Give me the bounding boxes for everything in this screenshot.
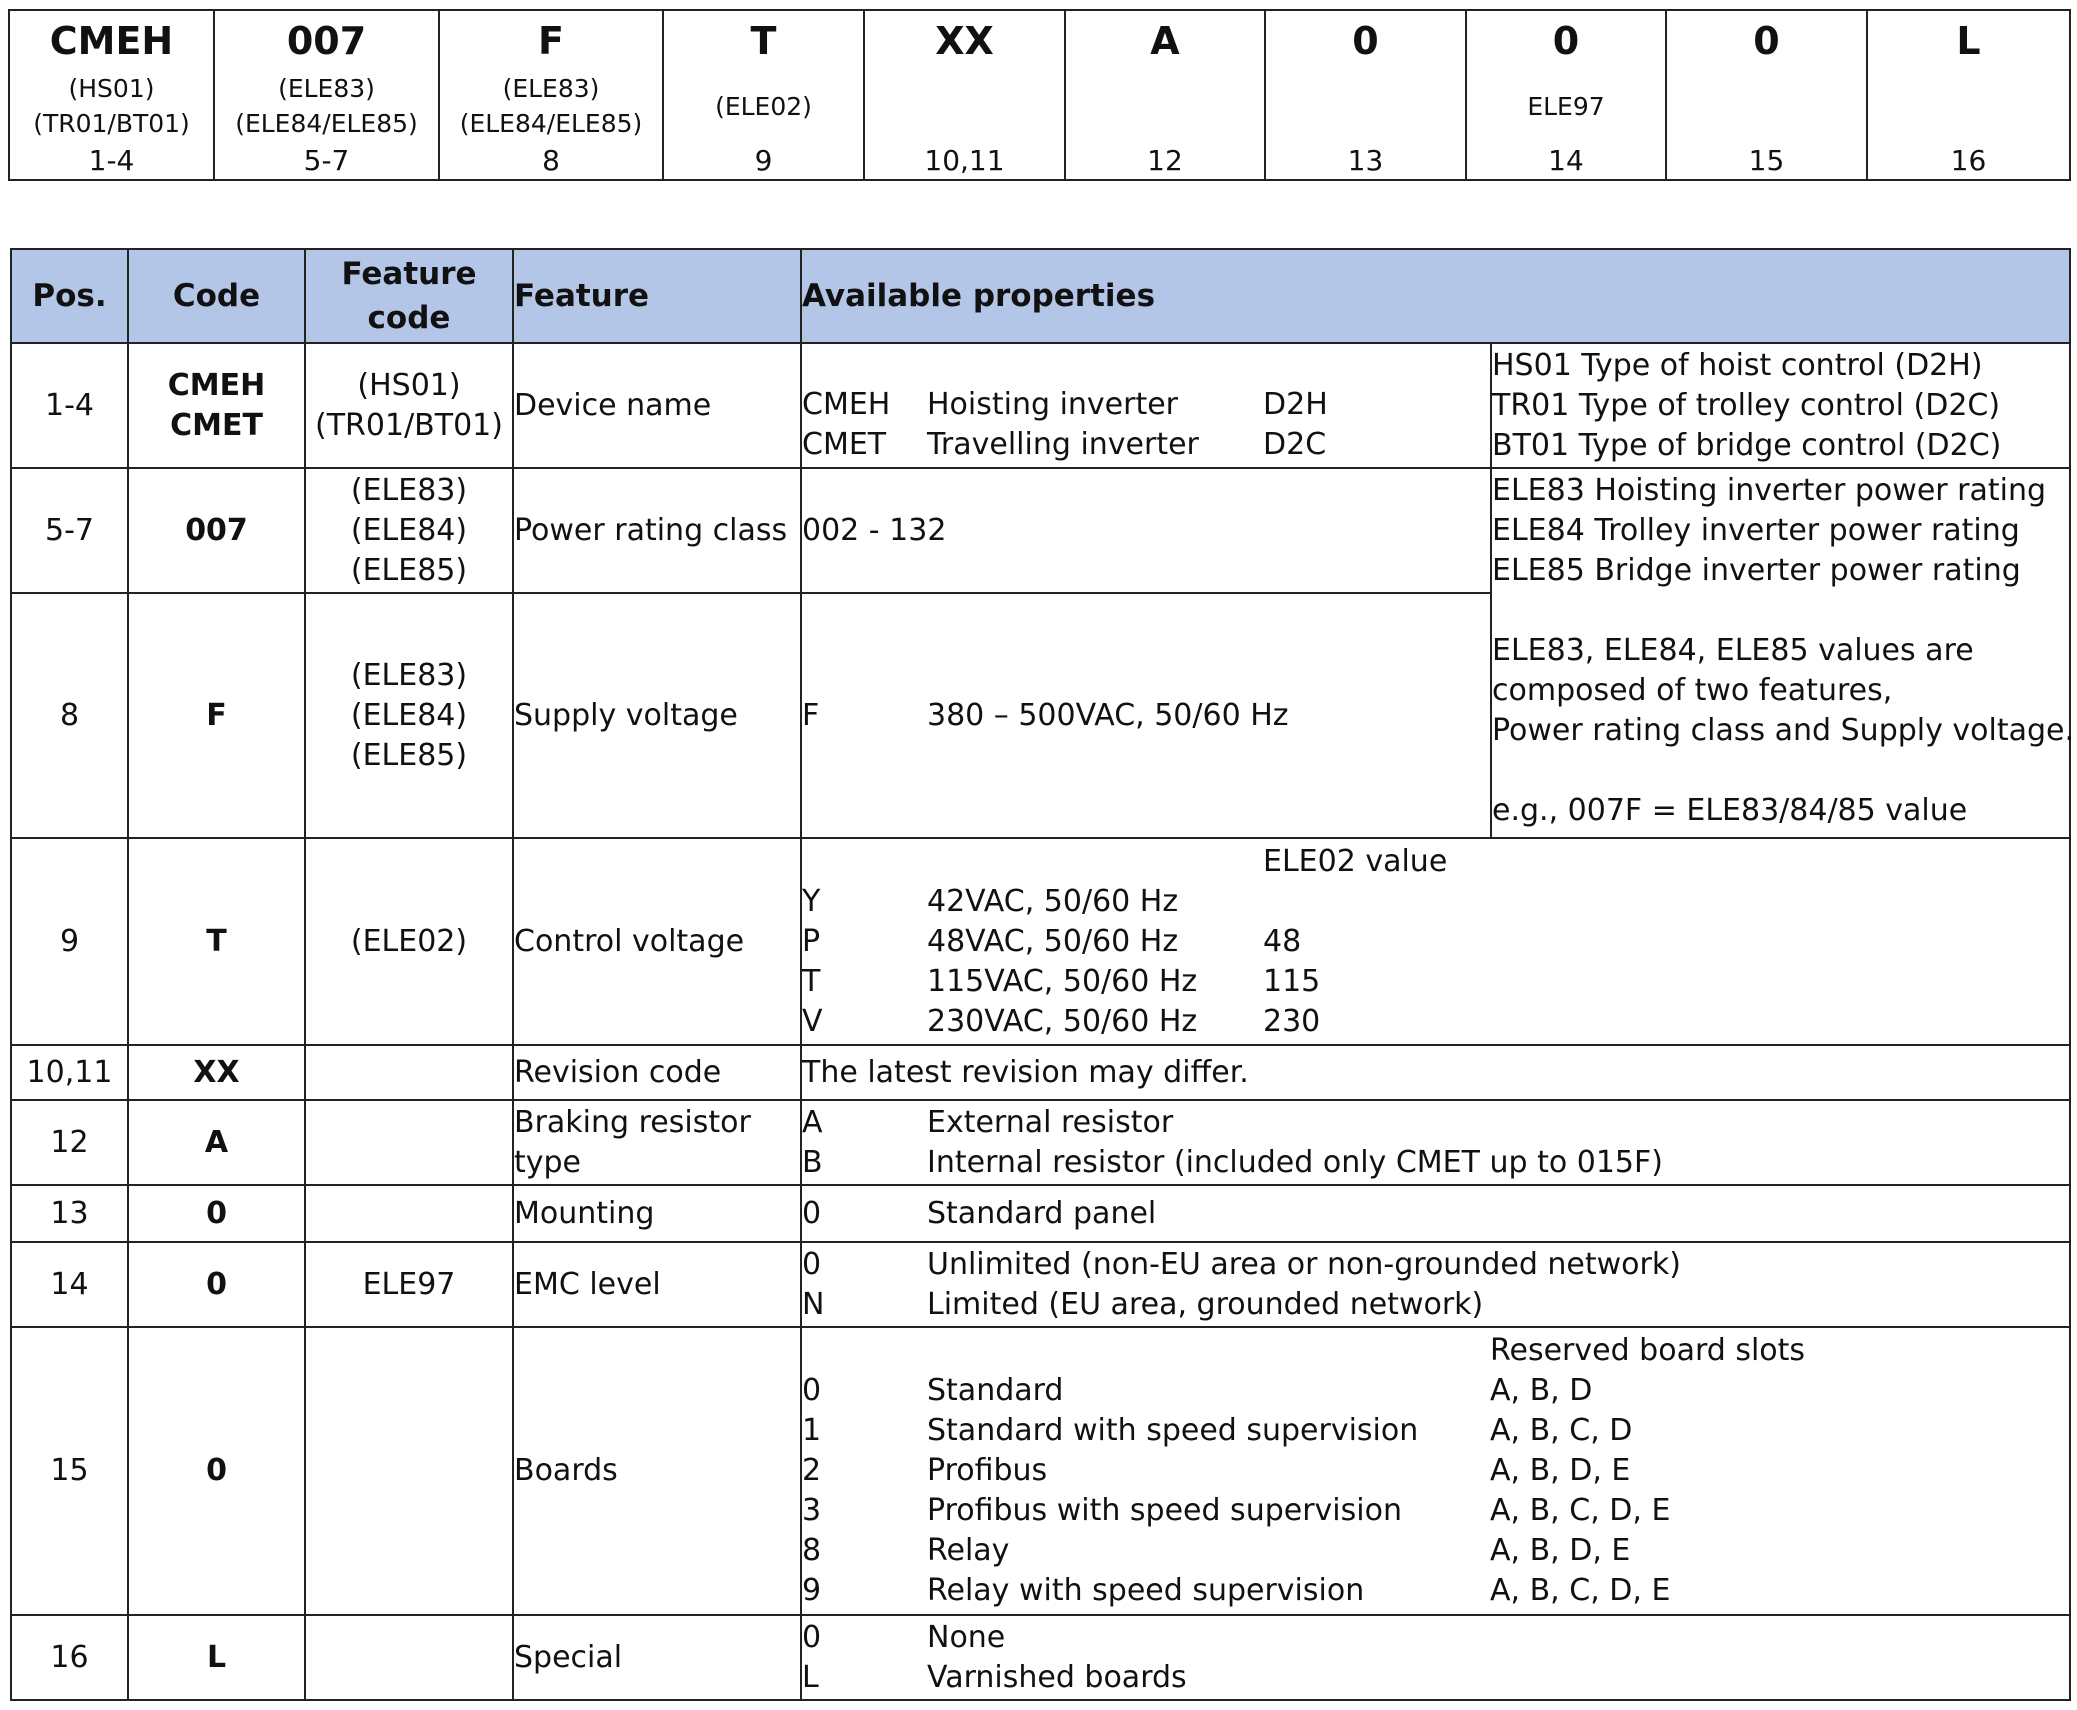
row-feature-code: (HS01) (TR01/BT01) <box>305 343 513 468</box>
strip-position: 16 <box>1950 144 1987 177</box>
property-line: 0 Unlimited (non-EU area or non-grounded network) <box>802 1246 1681 1282</box>
strip-ref: (ELE83) <box>278 74 375 103</box>
row-pos: 5-7 <box>11 468 128 593</box>
row-feature: Braking resistor type <box>513 1100 801 1185</box>
strip-cell-mounting <box>1265 10 1466 180</box>
row-feature: EMC level <box>513 1242 801 1327</box>
header-pos: Pos. <box>11 249 128 343</box>
row-pos: 16 <box>11 1615 128 1700</box>
row-pos: 12 <box>11 1100 128 1185</box>
header-code: Code <box>128 249 305 343</box>
row-feature-code <box>305 1100 513 1185</box>
strip-position: 12 <box>1147 144 1183 177</box>
table-row <box>11 343 2070 468</box>
strip-cell-power <box>214 10 439 180</box>
property-line: N Limited (EU area, grounded network) <box>802 1286 1484 1322</box>
strip-position: 13 <box>1347 144 1384 177</box>
row-feature: Mounting <box>513 1185 801 1242</box>
row-properties: 002 - 132 <box>801 468 1491 593</box>
row-feature-code: (ELE83) (ELE84) (ELE85) <box>305 468 513 593</box>
strip-ref: ELE97 <box>1527 92 1605 121</box>
strip-ref: (TR01/BT01) <box>33 109 190 138</box>
row-note-power-rating: ELE83 Hoisting inverter power rating ELE84 Trolley inverter power rating ELE85 Bridge inverter power rating ELE83, ELE84, ELE85 values are composed of two features, Power rating class and Supply voltage. e.g., 007F = ELE83/84/85 value <box>1491 468 2070 838</box>
strip-code: 007 <box>286 19 367 63</box>
row-code: XX <box>128 1045 305 1100</box>
header-available-properties: Available properties <box>801 249 2070 343</box>
property-line: 8 Relay A, B, D, E <box>802 1533 1631 1568</box>
table-row <box>11 468 2070 593</box>
table-row <box>11 1100 2070 1185</box>
row-pos: 13 <box>11 1185 128 1242</box>
strip-position: 8 <box>542 144 560 177</box>
row-pos: 10,11 <box>11 1045 128 1100</box>
strip-ref: (ELE84/ELE85) <box>235 109 418 138</box>
row-code: A <box>128 1100 305 1185</box>
row-feature: Power rating class <box>513 468 801 593</box>
strip-cell-emc <box>1466 10 1666 180</box>
row-code: 007 <box>128 468 305 593</box>
strip-cell-braking <box>1065 10 1265 180</box>
property-line: Y 42VAC, 50/60 Hz <box>802 883 1179 919</box>
strip-position: 14 <box>1548 144 1584 177</box>
type-code-strip <box>8 9 2071 181</box>
property-line: A External resistor <box>802 1104 1174 1140</box>
row-feature: Supply voltage <box>513 593 801 838</box>
table-header-row <box>11 249 2070 343</box>
strip-code: F <box>538 19 564 63</box>
strip-position: 10,11 <box>924 144 1005 177</box>
strip-ref: (ELE84/ELE85) <box>459 109 643 138</box>
strip-code: XX <box>935 19 994 63</box>
strip-cell-special <box>1867 10 2070 180</box>
strip-code: A <box>1150 19 1180 63</box>
row-feature: Special <box>513 1615 801 1700</box>
property-line: 0 Standard panel <box>802 1195 1157 1231</box>
row-properties <box>801 838 2070 1045</box>
row-properties: The latest revision may differ. <box>801 1045 2070 1100</box>
row-properties <box>801 1100 2070 1185</box>
row-feature-code: ELE97 <box>305 1242 513 1327</box>
strip-position: 9 <box>754 144 773 177</box>
strip-cell-device <box>9 10 214 180</box>
row-properties <box>801 1185 2070 1242</box>
strip-cell-revision <box>864 10 1065 180</box>
property-line: 9 Relay with speed supervision A, B, C, D, E <box>802 1573 1671 1608</box>
table-row <box>11 1185 2070 1242</box>
row-code: T <box>128 838 305 1045</box>
row-feature-code <box>305 1615 513 1700</box>
row-properties <box>801 343 1491 468</box>
strip-code: CMEH <box>49 19 174 63</box>
property-line: CMEH Hoisting inverter D2H <box>802 387 1328 422</box>
row-note: HS01 Type of hoist control (D2H) TR01 Type of trolley control (D2C) BT01 Type of bridge control (D2C) <box>1491 343 2070 468</box>
row-feature: Boards <box>513 1327 801 1615</box>
strip-ref: (ELE83) <box>502 74 600 103</box>
table-row <box>11 1045 2070 1100</box>
row-code: 0 <box>128 1242 305 1327</box>
property-line: F 380 – 500VAC, 50/60 Hz <box>802 697 1289 733</box>
property-line: B Internal resistor (included only CMET up to 015F) <box>802 1144 1663 1180</box>
property-line: P 48VAC, 50/60 Hz 48 <box>802 923 1302 959</box>
strip-code: 0 <box>1352 19 1379 63</box>
row-pos: 1-4 <box>11 343 128 468</box>
strip-ref: (HS01) <box>68 74 155 103</box>
row-feature-code: (ELE83) (ELE84) (ELE85) <box>305 593 513 838</box>
strip-code: 0 <box>1753 19 1780 63</box>
table-row <box>11 838 2070 1045</box>
property-subheader: Reserved board slots <box>1490 1333 1806 1368</box>
row-code: CMEH CMET <box>128 343 305 468</box>
strip-cell-control <box>663 10 864 180</box>
strip-cell-supply <box>439 10 663 180</box>
table-row <box>11 1242 2070 1327</box>
property-subheader: ELE02 value <box>1263 843 1448 879</box>
row-properties <box>801 593 1491 838</box>
property-line: 0 None <box>802 1619 1006 1655</box>
strip-ref: (ELE02) <box>715 92 812 121</box>
header-feature: Feature <box>513 249 801 343</box>
type-code-table <box>10 248 2075 1701</box>
header-feature-code: Feature code <box>305 249 513 343</box>
row-code: 0 <box>128 1327 305 1615</box>
row-feature: Revision code <box>513 1045 801 1100</box>
row-feature-code <box>305 1185 513 1242</box>
property-line: 3 Profibus with speed supervision A, B, C, D, E <box>802 1493 1671 1528</box>
property-line: L Varnished boards <box>802 1659 1187 1695</box>
property-line: CMET Travelling inverter D2C <box>802 427 1327 462</box>
row-feature-code: (ELE02) <box>305 838 513 1045</box>
strip-position: 15 <box>1748 144 1785 177</box>
row-properties <box>801 1327 2070 1615</box>
row-pos: 14 <box>11 1242 128 1327</box>
row-feature: Control voltage <box>513 838 801 1045</box>
strip-position: 5-7 <box>303 144 350 177</box>
row-feature: Device name <box>513 343 801 468</box>
strip-position: 1-4 <box>88 144 135 177</box>
strip-code: T <box>750 19 777 63</box>
row-code: L <box>128 1615 305 1700</box>
table-row <box>11 1327 2070 1615</box>
row-pos: 9 <box>11 838 128 1045</box>
row-properties <box>801 1615 2070 1700</box>
row-properties <box>801 1242 2070 1327</box>
row-feature-code <box>305 1327 513 1615</box>
row-pos: 8 <box>11 593 128 838</box>
table-row <box>11 1615 2070 1700</box>
property-line: 1 Standard with speed supervision A, B, C, D <box>802 1413 1633 1448</box>
property-line: V 230VAC, 50/60 Hz 230 <box>802 1003 1321 1039</box>
property-line: T 115VAC, 50/60 Hz 115 <box>802 963 1321 999</box>
row-pos: 15 <box>11 1327 128 1615</box>
property-line: 2 Profibus A, B, D, E <box>802 1453 1631 1488</box>
strip-code: L <box>1956 19 1981 63</box>
strip-cell-boards <box>1666 10 1867 180</box>
row-code: F <box>128 593 305 838</box>
row-code: 0 <box>128 1185 305 1242</box>
row-feature-code <box>305 1045 513 1100</box>
strip-code: 0 <box>1552 19 1580 63</box>
property-line: 0 Standard A, B, D <box>802 1373 1593 1408</box>
